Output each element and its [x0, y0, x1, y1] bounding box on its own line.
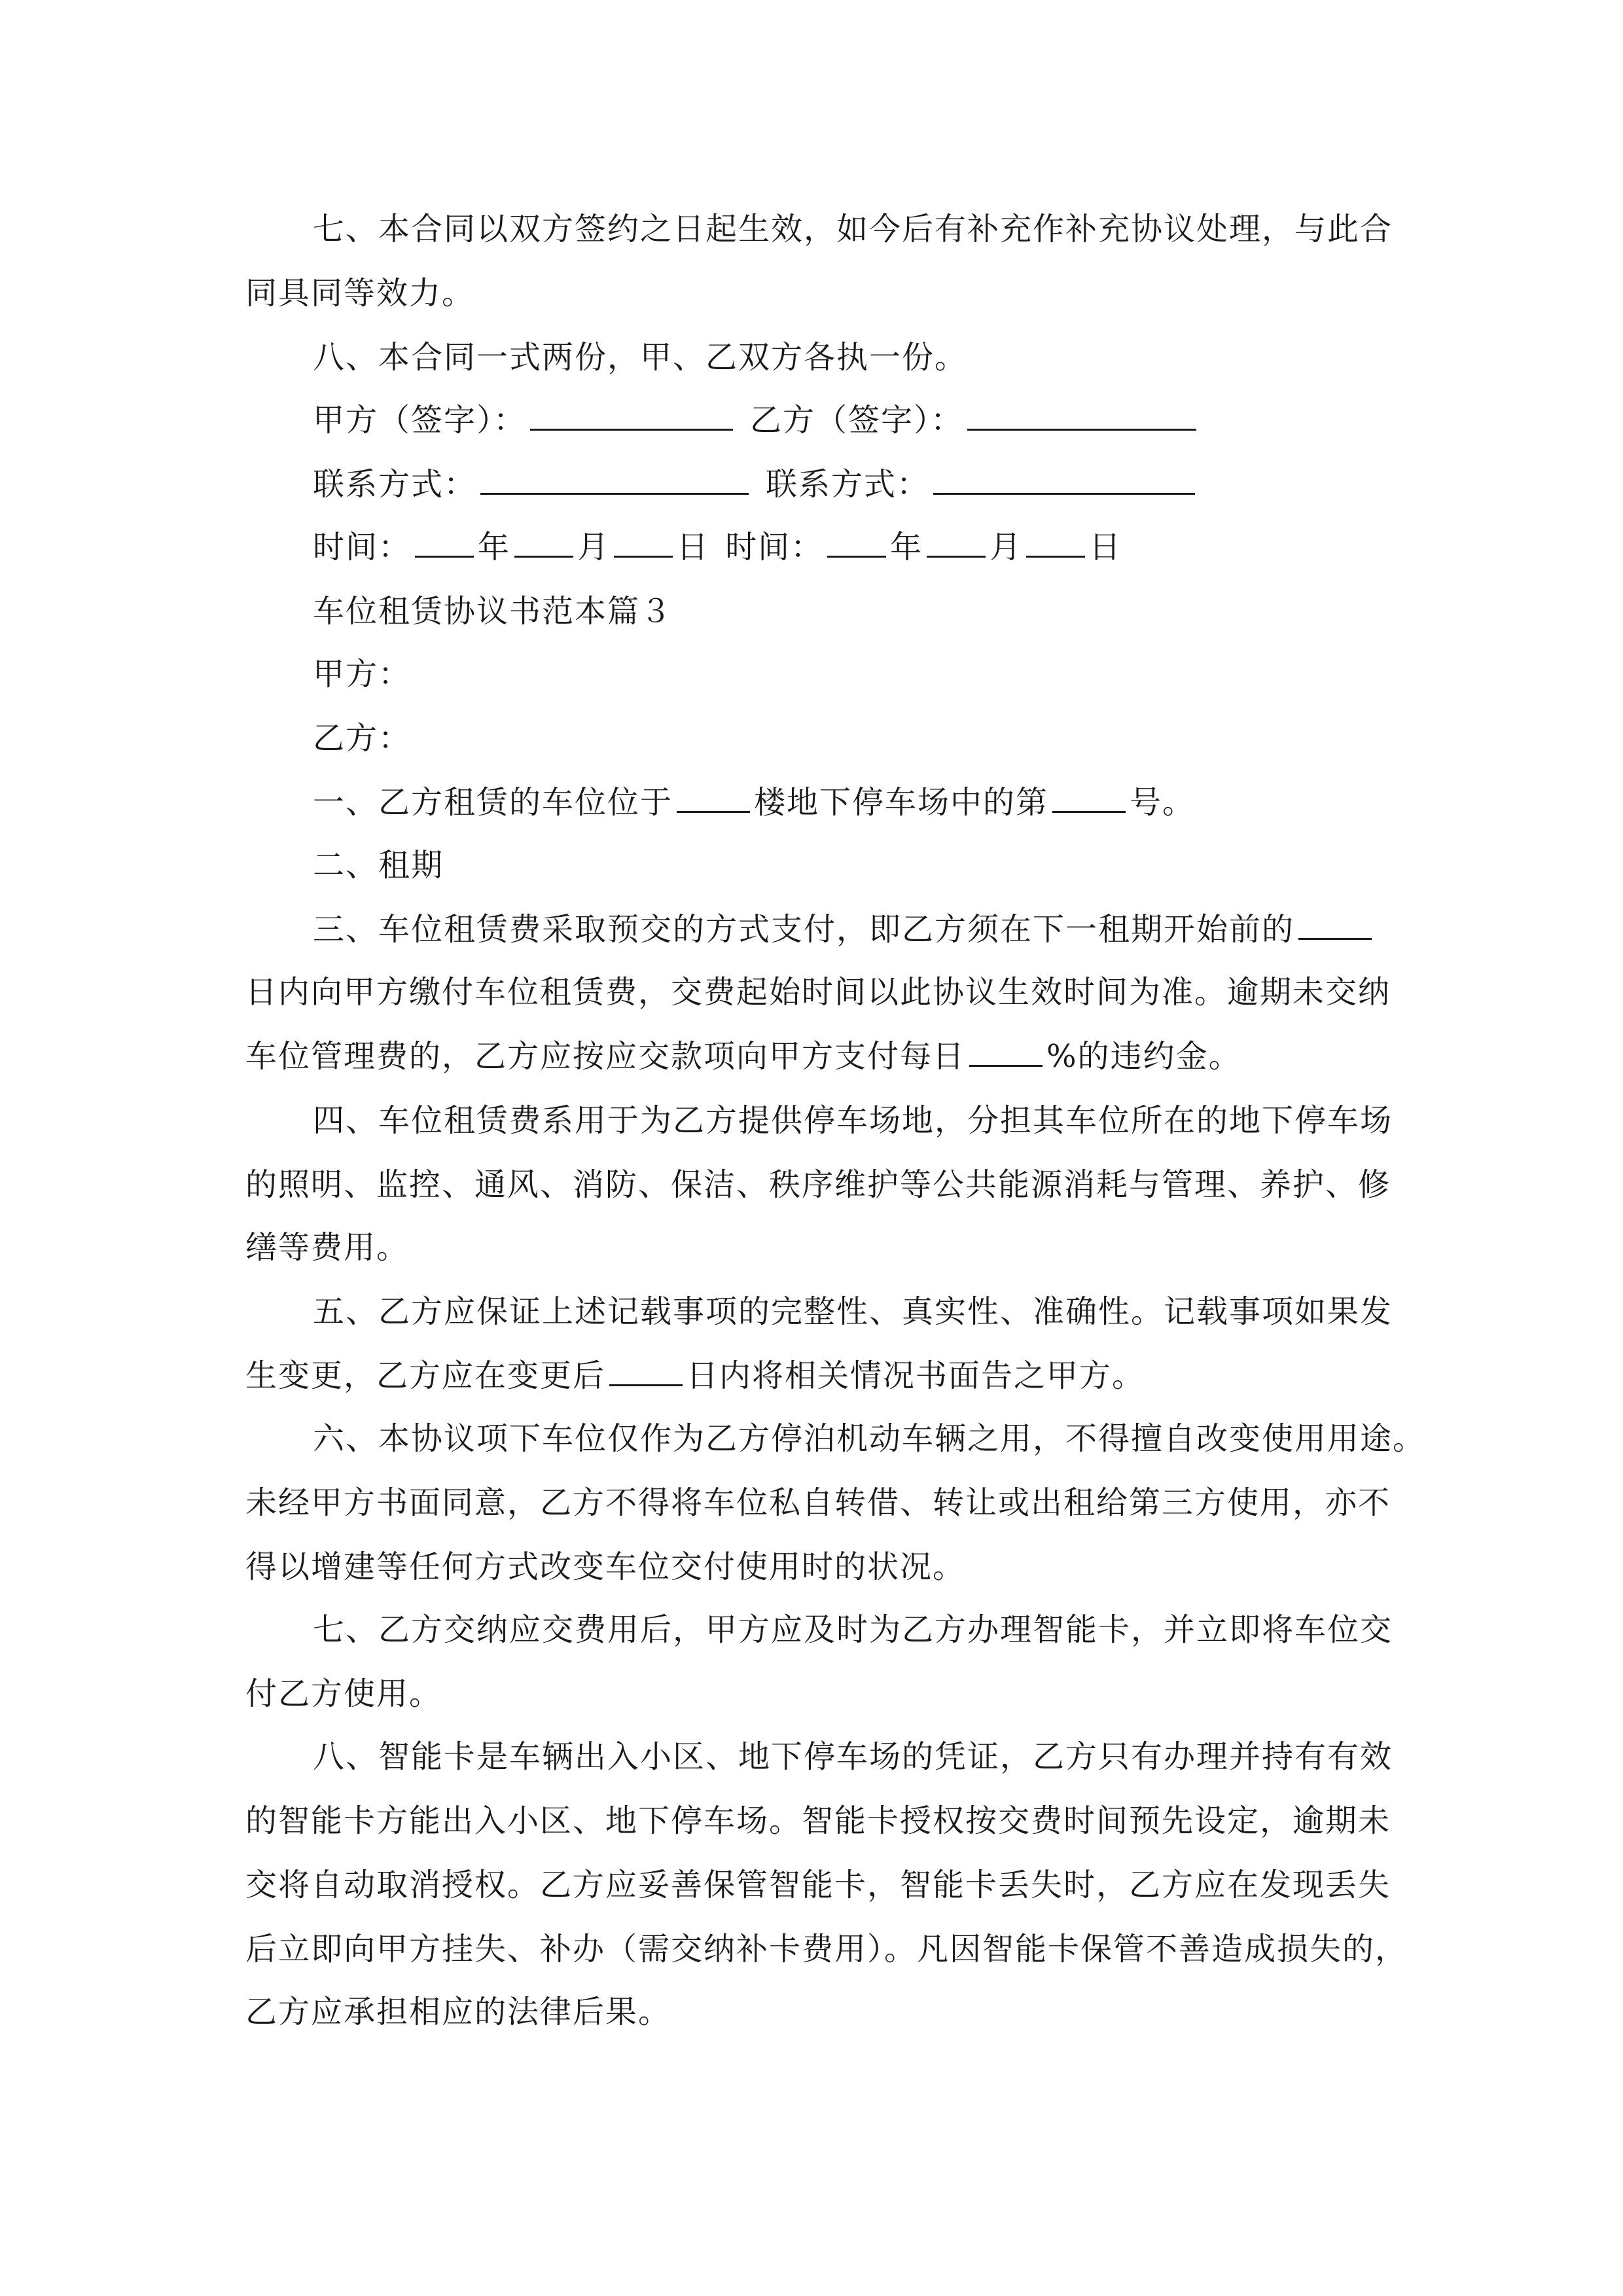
clause-8b-line-1: 八、智能卡是车辆出入小区、地下停车场的凭证，乙方只有办理并持有有效	[313, 1738, 1393, 1775]
clause-8-copies: 八、本合同一式两份，甲、乙双方各执一份。	[313, 339, 968, 376]
clause-1	[313, 783, 1195, 822]
clause-5-line-2	[245, 1356, 1145, 1395]
month-label: 月	[990, 529, 1023, 565]
party-a-signature-blank	[530, 401, 733, 431]
clause-5-line-1: 五、乙方应保证上述记载事项的完整性、真实性、准确性。记载事项如果发	[313, 1293, 1393, 1330]
clause-7-line-1: 七、本合同以双方签约之日起生效，如今后有补充作补充协议处理，与此合	[313, 211, 1393, 247]
contact-row	[313, 465, 1199, 504]
clause-8b-line-2: 的智能卡方能出入小区、地下停车场。智能卡授权按交费时间预先设定，逾期未	[245, 1803, 1391, 1839]
day-label: 日	[1089, 529, 1122, 565]
party-b-line: 乙方：	[313, 720, 412, 757]
clause-6-line-2: 未经甲方书面同意，乙方不得将车位私自转借、转让或出租给第三方使用，亦不	[245, 1484, 1391, 1521]
party-a-contact-label: 联系方式：	[313, 466, 477, 503]
clause-5-text-2a: 生变更，乙方应在变更后	[245, 1357, 606, 1394]
penalty-rate-blank	[969, 1037, 1043, 1067]
clause-1-text-b: 楼地下停车场中的第	[754, 784, 1049, 821]
party-a-month-blank	[514, 528, 573, 558]
date-row	[313, 528, 1122, 567]
clause-8b-line-3: 交将自动取消授权。乙方应妥善保管智能卡，智能卡丢失时，乙方应在发现丢失	[245, 1867, 1391, 1903]
party-b-contact-blank	[933, 465, 1195, 495]
clause-7b-line-1: 七、乙方交纳应交费用后，甲方应及时为乙方办理智能卡，并立即将车位交	[313, 1611, 1393, 1648]
signature-row	[313, 401, 1200, 440]
clause-8b-line-4: 后立即向甲方挂失、补办（需交纳补卡费用）。凡因智能卡保管不善造成损失的，	[245, 1931, 1408, 1967]
clause-3-text-3a: 车位管理费的，乙方应按应交款项向甲方支付每日	[245, 1038, 966, 1075]
section-title: 车位租赁协议书范本篇３	[313, 593, 673, 630]
prepay-days-blank	[1298, 910, 1372, 940]
clause-4-line-3: 缮等费用。	[245, 1229, 410, 1266]
notice-days-blank	[609, 1357, 683, 1386]
clause-1-text-a: 一、乙方租赁的车位位于	[313, 784, 673, 821]
party-a-time-label: 时间：	[313, 529, 412, 565]
year-label: 年	[890, 529, 923, 565]
clause-6-line-3: 得以增建等任何方式改变车位交付使用时的状况。	[245, 1549, 966, 1585]
party-b-day-blank	[1026, 528, 1085, 558]
party-b-contact-label: 联系方式：	[766, 466, 930, 503]
party-a-signature-label: 甲方（签字）：	[313, 402, 527, 439]
party-a-contact-blank	[480, 465, 749, 495]
party-a-line: 甲方：	[313, 656, 412, 692]
clause-1-text-c: 号。	[1130, 784, 1196, 821]
party-b-year-blank	[827, 528, 886, 558]
clause-2: 二、租期	[313, 847, 444, 884]
clause-3-line-2: 日内向甲方缴付车位租赁费，交费起始时间以此协议生效时间为准。逾期未交纳	[245, 974, 1391, 1011]
day-label: 日	[677, 529, 710, 565]
clause-7b-line-2: 付乙方使用。	[245, 1676, 442, 1712]
year-label: 年	[478, 529, 511, 565]
space-number-blank	[1052, 783, 1126, 813]
party-b-month-blank	[927, 528, 986, 558]
clause-5-text-2b: 日内将相关情况书面告之甲方。	[687, 1357, 1145, 1394]
clause-8b-line-5: 乙方应承担相应的法律后果。	[245, 1994, 671, 2030]
party-a-year-blank	[415, 528, 474, 558]
clause-4-line-2: 的照明、监控、通风、消防、保洁、秩序维护等公共能源消耗与管理、养护、修	[245, 1166, 1391, 1203]
clause-3-line-3	[245, 1037, 1241, 1076]
party-b-signature-label: 乙方（签字）：	[750, 402, 964, 439]
building-blank	[677, 783, 750, 813]
party-b-signature-blank	[967, 401, 1196, 431]
clause-3-line-1	[313, 910, 1376, 949]
party-b-time-label: 时间：	[725, 529, 824, 565]
clause-3-text-1: 三、车位租赁费采取预交的方式支付，即乙方须在下一租期开始前的	[313, 911, 1295, 948]
party-a-day-blank	[614, 528, 673, 558]
clause-4-line-1: 四、车位租赁费系用于为乙方提供停车场地，分担其车位所在的地下停车场	[313, 1102, 1393, 1139]
month-label: 月	[577, 529, 611, 565]
clause-7-line-2: 同具同等效力。	[245, 275, 475, 312]
clause-3-text-3b: %的违约金。	[1046, 1038, 1241, 1075]
clause-6-line-1: 六、本协议项下车位仅作为乙方停泊机动车辆之用，不得擅自改变使用用途。	[313, 1420, 1426, 1457]
